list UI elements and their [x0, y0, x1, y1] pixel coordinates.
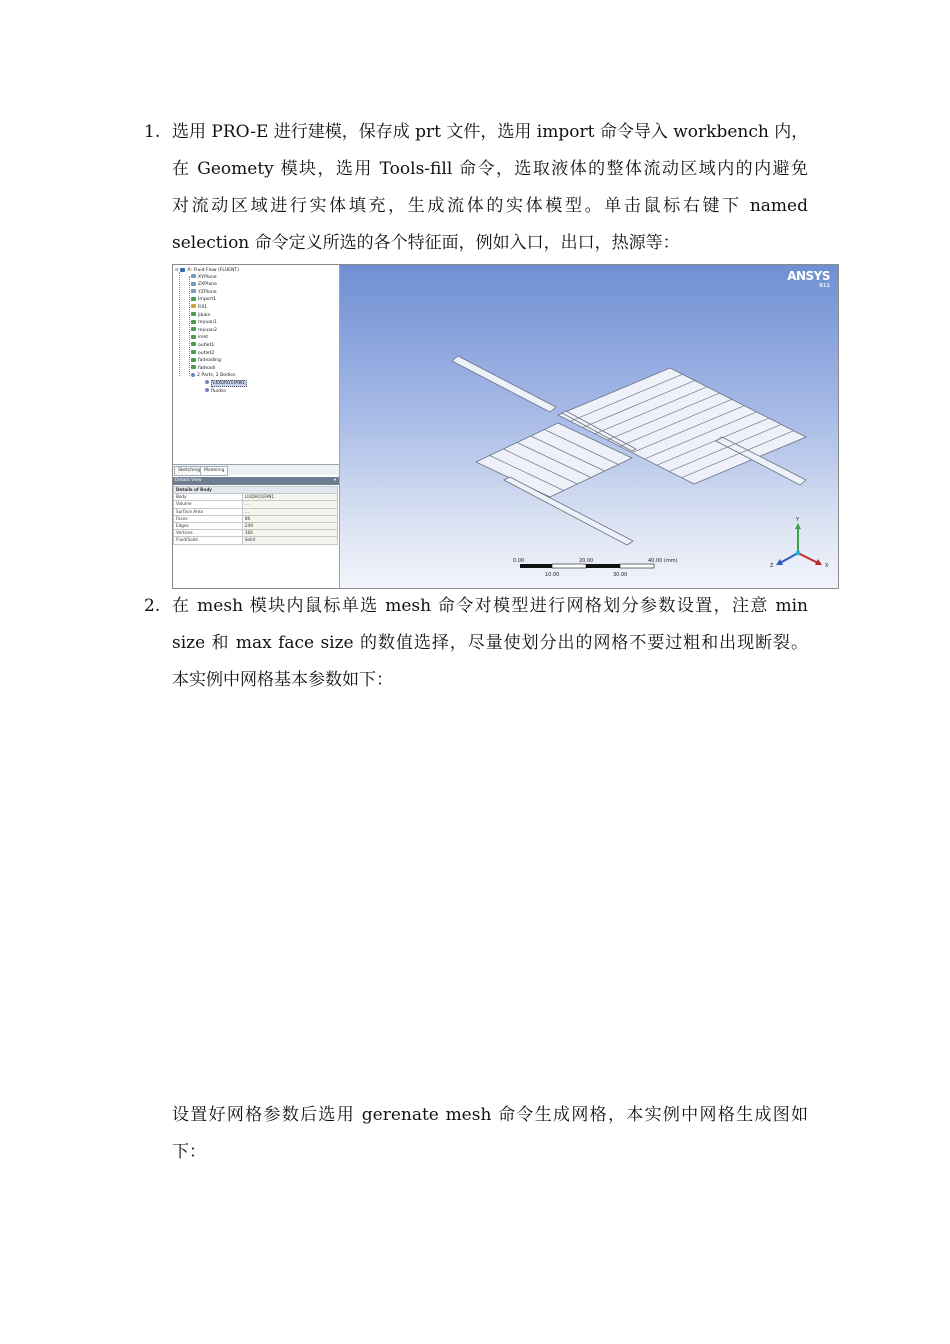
tab-modeling[interactable]: Modeling — [200, 466, 228, 476]
paragraph-2-line-2: size 和 max face size 的数值选择，尽量使划分出的网格不要过粗和出现断裂。 — [172, 633, 808, 653]
list-number-1: 1. — [144, 122, 161, 142]
tree-item[interactable] — [175, 357, 337, 365]
details-key: Surface Area — [174, 508, 243, 515]
selection-icon — [191, 335, 196, 339]
fluid-flow-icon — [180, 268, 185, 272]
details-row — [174, 537, 338, 544]
scale-label-30: 30.00 — [613, 572, 628, 578]
design-modeler-screenshot — [172, 264, 839, 589]
x-axis-label: X — [825, 563, 829, 569]
selection-icon — [191, 358, 196, 362]
details-key: Volume — [174, 501, 243, 508]
fluid-model-wireframe — [340, 265, 838, 588]
tree-item-label: jibain — [198, 312, 211, 318]
scale-label-40: 40.00 (mm) — [648, 558, 678, 564]
mode-tabs — [173, 464, 339, 475]
paragraph-1-line-4: selection 命令定义所选的各个特征面，例如入口，出口，热源等： — [172, 233, 680, 253]
paragraph-1 — [172, 114, 808, 262]
details-row — [174, 515, 338, 522]
scale-label-10: 10.00 — [545, 572, 560, 578]
paragraph-1-line-3: 对流动区域进行实体填充，生成流体的实体模型。单击鼠标右键下 named — [172, 196, 808, 216]
tree-item[interactable] — [175, 304, 337, 312]
tab-sketching[interactable]: Sketching — [174, 466, 204, 476]
import-icon — [191, 297, 196, 301]
details-row — [174, 522, 338, 529]
tree-item-label: ZXPlane — [198, 282, 217, 288]
list-number-2: 2. — [144, 596, 161, 616]
details-view-header — [173, 477, 339, 485]
tree-body-1[interactable]: LIUDAO1FAN1 — [175, 380, 337, 388]
tree-item-label: inlet — [198, 335, 209, 341]
selection-icon — [191, 312, 196, 316]
selection-icon — [191, 342, 196, 346]
tree-body-2[interactable]: fluidsn — [175, 388, 337, 396]
details-value[interactable]: ... — [242, 508, 337, 515]
details-key: Body — [174, 494, 243, 501]
details-key: Vertices — [174, 530, 243, 537]
tree-item-label: Fill1 — [198, 304, 208, 310]
details-value[interactable]: Solid — [242, 537, 337, 544]
selection-icon — [191, 365, 196, 369]
tree-root[interactable]: ⊟ A: Fluid Flow (FLUENT) — [175, 267, 240, 273]
tree-item-label: fadeading — [198, 358, 222, 364]
tree-outline-panel — [173, 265, 340, 588]
tree-item[interactable] — [175, 365, 337, 373]
scale-label-0: 0.00 — [513, 558, 525, 564]
tree-item[interactable] — [175, 342, 337, 350]
tree-item[interactable] — [175, 312, 337, 320]
plane-icon — [191, 274, 196, 278]
tree-item-label: YZPlane — [198, 289, 217, 295]
parts-icon — [191, 373, 195, 377]
plane-icon — [191, 289, 196, 293]
selection-icon — [191, 320, 196, 324]
y-axis-label: Y — [796, 517, 800, 523]
z-axis-arrow — [780, 553, 798, 563]
tree-item-label: fadeadi — [198, 365, 216, 371]
details-table — [173, 486, 338, 545]
details-row — [174, 508, 338, 515]
z-axis-label: Z — [770, 563, 774, 569]
paragraph-1-line-2: 在 Geomety 模块，选用 Tools-fill 命令，选取液体的整体流动区域内的内避免 — [172, 159, 808, 179]
paragraph-3-line-1: 设置好网格参数后选用 gerenate mesh 命令生成网格，本实例中网格生成图如 — [172, 1105, 808, 1125]
body-icon — [205, 388, 209, 392]
details-group-title: Details of Body — [174, 487, 338, 494]
ansys-logo: ANSYS R12 — [787, 269, 830, 289]
pin-icon[interactable]: ▾ — [333, 478, 336, 483]
x-axis-arrow — [798, 553, 818, 563]
plane-icon — [191, 282, 196, 286]
graphics-viewport[interactable] — [340, 265, 838, 588]
fill-icon — [191, 304, 196, 308]
paragraph-2-line-1: 在 mesh 模块内鼠标单选 mesh 命令对模型进行网格划分参数设置，注意 min — [172, 596, 808, 616]
selection-icon — [191, 327, 196, 331]
tree-item-label: reyuan2 — [198, 327, 217, 333]
details-key: Edges — [174, 522, 243, 529]
tree-item-label: XYPlane — [198, 274, 217, 280]
details-view-title: Details View — [175, 478, 202, 483]
scale-seg-2 — [552, 564, 586, 568]
details-value[interactable]: 249 — [242, 522, 337, 529]
paragraph-1-line-1: 选用 PRO-E 进行建模，保存成 prt 文件，选用 import 命令导入 workbench 内， — [172, 122, 809, 142]
tree-item[interactable] — [175, 296, 337, 304]
scale-seg-4 — [620, 564, 654, 568]
paragraph-3-line-2: 下： — [172, 1142, 206, 1162]
details-row — [174, 494, 338, 501]
tree-item[interactable] — [175, 289, 337, 297]
details-row — [174, 501, 338, 508]
details-value[interactable]: 166 — [242, 530, 337, 537]
tree-item-label: Import1 — [198, 297, 217, 303]
details-key: Fluid/Solid — [174, 537, 243, 544]
details-key: Faces — [174, 515, 243, 522]
paragraph-3 — [172, 1097, 808, 1171]
selection-icon — [191, 350, 196, 354]
tree-parts-node[interactable]: 2 Parts, 2 Bodies — [175, 372, 337, 380]
scale-seg-1 — [520, 564, 552, 568]
tree-outline — [175, 266, 337, 395]
details-value[interactable]: LIUDAO1FAN1 — [242, 494, 337, 501]
axis-triad — [770, 515, 832, 575]
tree-item-label: reyuan1 — [198, 320, 217, 326]
details-row — [174, 530, 338, 537]
paragraph-2-line-3: 本实例中网格基本参数如下： — [172, 670, 393, 690]
channel-left — [452, 356, 556, 412]
scale-label-20: 20.00 — [579, 558, 594, 564]
tree-item[interactable] — [175, 319, 337, 327]
paragraph-2 — [172, 588, 808, 699]
body-icon — [205, 380, 209, 384]
scale-seg-3 — [586, 564, 620, 568]
tree-item[interactable] — [175, 334, 337, 342]
tree-item[interactable] — [175, 327, 337, 335]
scale-bar — [510, 555, 690, 581]
details-value[interactable]: 86 — [242, 515, 337, 522]
tree-item[interactable] — [175, 350, 337, 358]
tree-item-label: outlet2 — [198, 350, 215, 356]
tree-item[interactable] — [175, 281, 337, 289]
tree-item[interactable] — [175, 274, 337, 282]
details-value[interactable]: ... — [242, 501, 337, 508]
tree-item-label: outlet1 — [198, 342, 215, 348]
